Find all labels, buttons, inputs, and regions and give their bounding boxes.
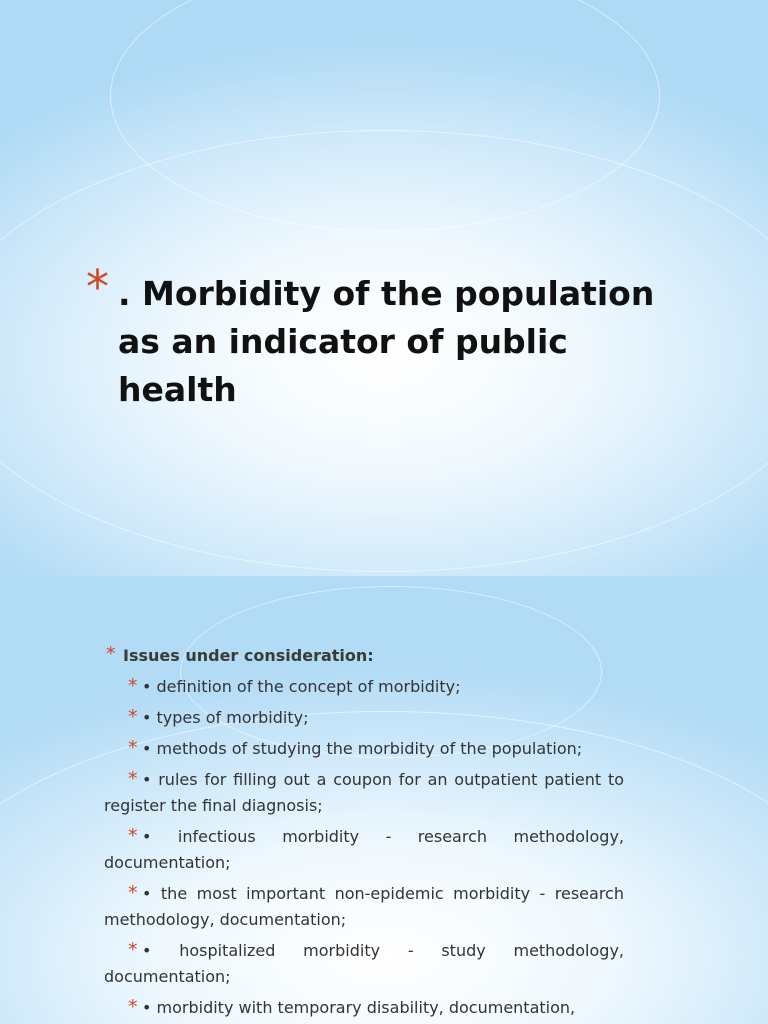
list-item xyxy=(104,704,624,731)
content-slide xyxy=(0,576,768,1024)
issues-heading: Issues under consideration: xyxy=(123,646,374,665)
asterisk-bullet-icon: * xyxy=(128,939,138,961)
list-item xyxy=(104,994,624,1021)
list-item-text: • types of morbidity; xyxy=(142,708,309,727)
list-item-text: • hospitalized morbidity - study methodology, documentation; xyxy=(104,941,624,986)
list-item-text: • definition of the concept of morbidity; xyxy=(142,677,461,696)
asterisk-bullet-icon: * xyxy=(128,825,138,847)
list-item xyxy=(104,937,624,990)
list-item-text: • the most important non-epidemic morbidity - research methodology, documentation; xyxy=(104,884,624,929)
background-ellipse xyxy=(110,0,660,232)
asterisk-bullet-icon: * xyxy=(128,706,138,728)
list-item xyxy=(104,735,624,762)
asterisk-bullet-icon: * xyxy=(128,996,138,1018)
asterisk-bullet-icon: * xyxy=(128,768,138,790)
slide-title: . Morbidity of the population as an indicator of public health xyxy=(118,274,655,409)
list-item xyxy=(104,880,624,933)
issues-list xyxy=(104,673,624,1021)
asterisk-bullet-icon: * xyxy=(128,675,138,697)
asterisk-bullet-icon: * xyxy=(128,882,138,904)
list-item xyxy=(104,766,624,819)
slide-content xyxy=(104,643,624,1024)
list-item-text: • rules for filling out a coupon for an outpatient patient to register the final diagnosis; xyxy=(104,770,624,815)
issues-heading-row xyxy=(104,643,624,665)
list-item-text: • infectious morbidity - research methodology, documentation; xyxy=(104,827,624,872)
list-item xyxy=(104,823,624,876)
list-item-text: • morbidity with temporary disability, documentation, xyxy=(142,998,576,1017)
asterisk-bullet-icon: * xyxy=(106,643,116,665)
slide-title-block xyxy=(86,260,696,414)
list-item xyxy=(104,673,624,700)
list-item-text: • methods of studying the morbidity of the population; xyxy=(142,739,583,758)
asterisk-bullet-icon: * xyxy=(86,260,109,314)
asterisk-bullet-icon: * xyxy=(128,737,138,759)
